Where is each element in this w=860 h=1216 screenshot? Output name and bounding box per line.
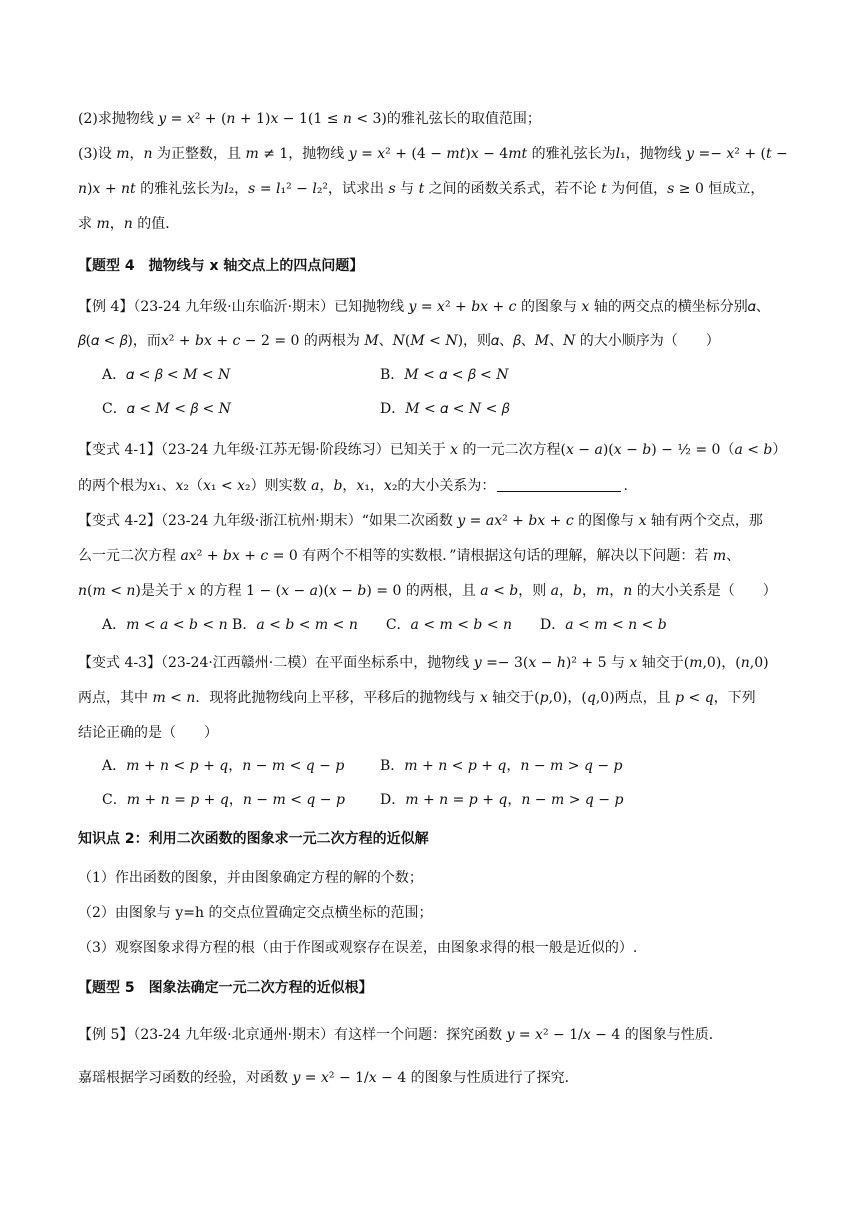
- example-5-line1: 【例 5】（23-24 九年级·北京通州·期末）有这样一个问题：探究函数 𝑦 = 𝑥² − 1/𝑥 − 4 的图象与性质．: [78, 1027, 723, 1043]
- variant-4-3-option-b: B．𝑚 + 𝑛 < 𝑝 + 𝑞，𝑛 − 𝑚 > 𝑞 − 𝑝: [380, 758, 623, 774]
- variant-4-2-line3: 𝑛(𝑚 < 𝑛)是关于 𝑥 的方程 1 − (𝑥 − 𝑎)(𝑥 − 𝑏) = 0 的两根，且 𝑎 < 𝑏，则 𝑎，𝑏，𝑚，𝑛 的大小关系是（ ）: [78, 583, 777, 599]
- example-4-line1: 【例 4】（23-24 九年级·山东临沂·期末）已知抛物线 𝑦 = 𝑥² + 𝑏𝑥 + 𝑐 的图象与 𝑥 轴的两交点的横坐标分别𝛼、: [78, 299, 770, 315]
- example-4-option-a: A．𝛼 < 𝛽 < 𝑀 < 𝑁: [102, 367, 231, 383]
- example-4-option-d: D．𝑀 < 𝛼 < 𝑁 < 𝛽: [380, 401, 510, 417]
- variant-4-2-line1: 【变式 4-2】（23-24 九年级·浙江杭州·期末）“如果二次函数 𝑦 = 𝑎𝑥² + 𝑏𝑥 + 𝑐 的图像与 𝑥 轴有两个交点，那: [78, 513, 763, 529]
- variant-4-1-line2: [78, 476, 628, 496]
- variant-4-3-line1: 【变式 4-3】（23-24·江西赣州·二模）在平面坐标系中，抛物线 𝑦 =− 3(𝑥 − ℎ)² + 5 与 𝑥 轴交于(𝑚,0)，(𝑛,0): [78, 655, 769, 671]
- knowledge-point-2-item-2: （2）由图象与 y=h 的交点位置确定交点横坐标的范围；: [78, 905, 433, 921]
- knowledge-point-2-item-3: （3）观察图象求得方程的根（由于作图或观察存在误差，由图象求得的根一般是近似的）.: [78, 940, 638, 956]
- variant-4-1-line1: 【变式 4-1】（23-24 九年级·江苏无锡·阶段练习）已知关于 𝑥 的一元二次方程(𝑥 − 𝑎)(𝑥 − 𝑏) − ½ = 0（𝑎 < 𝑏）: [78, 442, 787, 458]
- variant-4-3-option-a: A．𝑚 + 𝑛 < 𝑝 + 𝑞，𝑛 − 𝑚 < 𝑞 − 𝑝: [102, 758, 345, 774]
- variant-4-3-option-d: D．𝑚 + 𝑛 = 𝑝 + 𝑞，𝑛 − 𝑚 > 𝑞 − 𝑝: [380, 792, 624, 808]
- variant-4-1-period: .: [623, 478, 628, 494]
- line-p3c: 求 𝑚，𝑛 的值．: [78, 216, 180, 232]
- example-4-option-c: C．𝛼 < 𝑀 < 𝛽 < 𝑁: [102, 401, 231, 417]
- knowledge-point-2-item-1: （1）作出函数的图象，并由图象确定方程的解的个数；: [78, 870, 423, 886]
- example-4-line2: 𝛽(𝛼 < 𝛽)，而𝑥² + 𝑏𝑥 + 𝑐 − 2 = 0 的两根为 𝑀、𝑁(𝑀 < 𝑁)，则𝛼、𝛽、𝑀、𝑁 的大小顺序为（ ）: [78, 333, 720, 349]
- example-4-option-b: B．𝑀 < 𝛼 < 𝛽 < 𝑁: [380, 367, 509, 383]
- variant-4-3-line2: 两点，其中 𝑚 < 𝑛．现将此抛物线向上平移，平移后的抛物线与 𝑥 轴交于(𝑝,0)，(𝑞,0)两点，且 𝑝 < 𝑞，下列: [78, 690, 756, 706]
- variant-4-3-option-c: C．𝑚 + 𝑛 = 𝑝 + 𝑞，𝑛 − 𝑚 < 𝑞 − 𝑝: [102, 792, 345, 808]
- answer-blank: [497, 477, 621, 492]
- line-p2: (2)求抛物线 𝑦 = 𝑥² + (𝑛 + 1)𝑥 − 1(1 ≤ 𝑛 < 3)的雅礼弦长的取值范围；: [78, 111, 541, 127]
- section-title-4: 【题型 4 抛物线与 x 轴交点上的四点问题】: [78, 258, 364, 274]
- line-p3a: (3)设 𝑚，𝑛 为正整数，且 𝑚 ≠ 1，抛物线 𝑦 = 𝑥² + (4 − 𝑚𝑡)𝑥 − 4𝑚𝑡 的雅礼弦长为𝑙₁，抛物线 𝑦 =− 𝑥² + (𝑡 −: [78, 146, 788, 162]
- knowledge-point-2-title: 知识点 2：利用二次函数的图象求一元二次方程的近似解: [78, 831, 429, 847]
- line-p3b: 𝑛)𝑥 + 𝑛𝑡 的雅礼弦长为𝑙₂，𝑠 = 𝑙₁² − 𝑙₂²，试求出 𝑠 与 𝑡 之间的函数关系式，若不论 𝑡 为何值，𝑠 ≥ 0 恒成立，: [78, 181, 765, 197]
- variant-4-2-options: A．𝑚 < 𝑎 < 𝑏 < 𝑛 B．𝑎 < 𝑏 < 𝑚 < 𝑛 C．𝑎 < 𝑚 < 𝑏 < 𝑛 D．𝑎 < 𝑚 < 𝑛 < 𝑏: [102, 617, 667, 633]
- variant-4-1-text: 的两个根为𝑥₁、𝑥₂（𝑥₁ < 𝑥₂）则实数 𝑎，𝑏，𝑥₁，𝑥₂的大小关系为：: [78, 478, 496, 494]
- variant-4-2-line2: 么一元二次方程 𝑎𝑥² + 𝑏𝑥 + 𝑐 = 0 有两个不相等的实数根．”请根据这句话的理解，解决以下问题：若 𝑚、: [78, 548, 741, 564]
- section-title-5: 【题型 5 图象法确定一元二次方程的近似根】: [78, 980, 373, 996]
- variant-4-3-line3: 结论正确的是（ ）: [78, 725, 218, 741]
- example-5-line2: 嘉瑶根据学习函数的经验，对函数 𝑦 = 𝑥² − 1/𝑥 − 4 的图象与性质进行了探究．: [78, 1070, 579, 1086]
